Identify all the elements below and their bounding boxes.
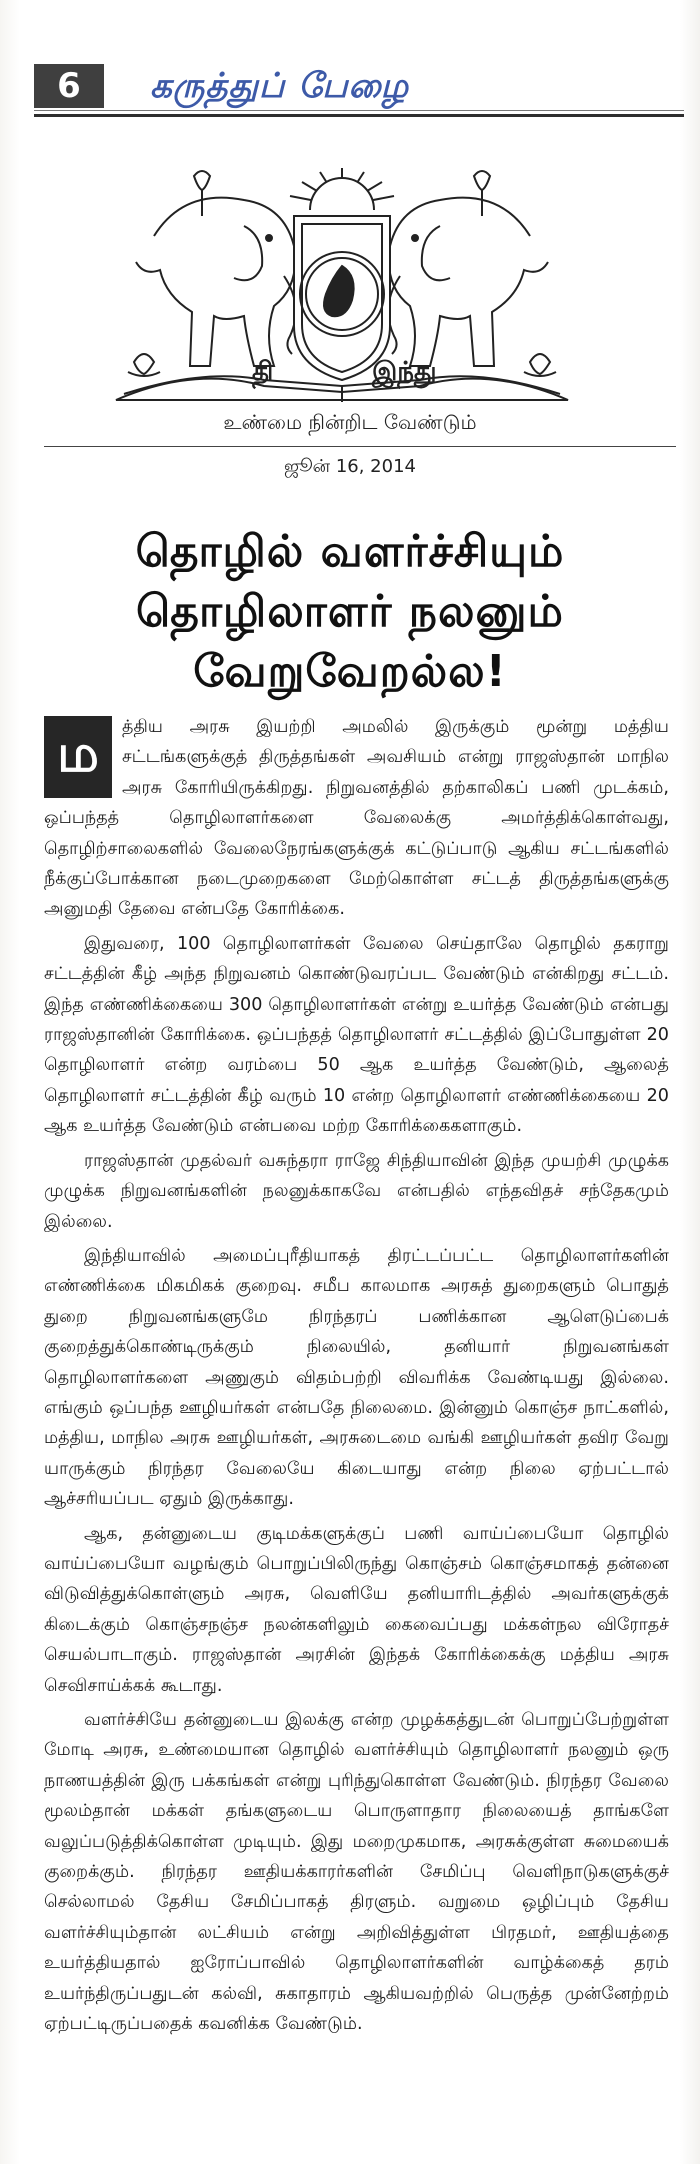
paragraph-2: இதுவரை, 100 தொழிலாளர்கள் வேலை செய்தாலே தொழில் தகராறு சட்டத்தின் கீழ் அந்த நிறுவனம் கொண்டுவரப்பட வேண்டும் என்கிறது சட்டம். இந்த எண்ணிக்கையை 300 தொழிலாளர்கள் என்று உயர்த்த வேண்டும் என்பது ராஜஸ்தானின் கோரிக்கை. ஒப்பந்தத் தொழிலாளர் சட்டத்தில் இப்போதுள்ள 20 தொழிலாளர் என்ற வரம்பை 50 ஆக உயர்த்த வேண்டும், ஆலைத் தொழிலாளர் சட்டத்தின் கீழ் வரும் 10 என்ற தொழிலாளர் எண்ணிக்கையை 20 ஆக உயர்த்த வேண்டும் என்பவை மற்ற கோரிக்கைகளாகும். [44,933,669,1137]
page-number: 6 [34,64,104,108]
motto-rule [44,446,676,447]
paragraph-6: வளர்ச்சியே தன்னுடைய இலக்கு என்ற முழக்கத்துடன் பொறுப்பேற்றுள்ள மோடி அரசு, உண்மையான தொழில் வளர்ச்சியும் தொழிலாளர் நலனும் ஒரு நாணயத்தின் இரு பக்கங்கள் என்று புரிந்துகொள்ள வேண்டும். நிரந்தர வேலை மூலம்தான் மக்கள் தங்களுடைய பொருளாதார நிலையைத் தாங்களே வலுப்படுத்திக்கொள்ள முடியும். இது மறைமுகமாக, அரசுக்குள்ள சுமையைக் குறைக்கும். நிரந்தர ஊதியக்காரர்களின் சேமிப்பு வெளிநாடுகளுக்குச் செல்லாமல் தேசிய சேமிப்பாகத் திரளும். வறுமை ஒழிப்பும் தேசிய வளர்ச்சியும்தான் லட்சியம் என்று அறிவித்துள்ள பிரதமர், ஊதியத்தை உயர்த்தியதால் ஐரோப்பாவில் தொழிலாளர்களின் வாழ்க்கைத் தரம் உயர்ந்திருப்பதுடன் கல்வி, சுகாதாரம் ஆகியவற்றில் பெருத்த முன்னேற்றம் ஏற்பட்டிருப்பதைக் கவனிக்க வேண்டும். [44,1710,669,2035]
paragraph-4: இந்தியாவில் அமைப்புரீதியாகத் திரட்டப்பட்ட தொழிலாளர்களின் எண்ணிக்கை மிகமிகக் குறைவு. சமீப காலமாக அரசுத் துறைகளும் பொதுத் துறை நிறுவனங்களுமே நிரந்தரப் பணிக்கான ஆளெடுப்பைக் குறைத்துக்கொண்டிருக்கும் நிலையில், தனியார் நிறுவனங்கள் தொழிலாளர்களை அணுகும் விதம்பற்றி விவரிக்க வேண்டியது இல்லை. எங்கும் ஒப்பந்த ஊழியர்கள் என்பதே நிலைமை. இன்னும் கொஞ்ச நாட்களில், மத்திய, மாநில அரசு ஊழியர்கள், அரசுடைமை வங்கி ஊழியர்கள் தவிர வேறு யாருக்கும் நிரந்தர வேலையே கிடையாது என்ற நிலை ஏற்பட்டால் ஆச்சரியப்பட ஏதும் இருக்காது. [44,1245,669,1510]
paragraph-1 [44,712,669,925]
drop-cap: ம [44,716,112,798]
headline-line-1: தொழில் வளர்ச்சியும் [135,526,565,577]
headline-line-2: தொழிலாளர் நலனும் [136,586,564,637]
article-headline [40,522,660,702]
paragraph-1-text: த்திய அரசு இயற்றி அமலில் இருக்கும் மூன்று மத்திய சட்டங்களுக்குத் திருத்தங்கள் அவசியம் என்று ராஜஸ்தான் மாநில அரசு கோரியிருக்கிறது. நிறுவனத்தில் தற்காலிகப் பணி முடக்கம், ஒப்பந்தத் தொழிலாளர்களை வேலைக்கு அமர்த்திக்கொள்வது, தொழிற்சாலைகளில் வேலைநேரங்களுக்குக் கட்டுப்பாடு ஆகிய சட்டங்களில் நீக்குப்போக்கான நடைமுறைகளை மேற்கொள்ள சட்டத் திருத்தங்களுக்கு அனுமதி தேவை என்பதே கோரிக்கை. [44,717,669,920]
masthead-name-left: தி [252,357,274,387]
right-elephant-icon [388,198,548,366]
section-title: கருத்துப் பேழை [150,66,409,106]
header-rule [34,114,684,117]
page-header [34,64,684,118]
header-rule-thin [34,110,684,111]
paragraph-3: ராஜஸ்தான் முதல்வர் வசுந்தரா ராஜே சிந்தியாவின் இந்த முயற்சி முழுக்க முழுக்க நிறுவனங்களின் நலனுக்காகவே என்பதில் எந்தவிதச் சந்தேகமும் இல்லை. [44,1150,669,1232]
publication-date: ஜூன் 16, 2014 [284,456,416,477]
article-body [44,712,669,2043]
left-elephant-icon [136,198,296,366]
paragraph-5: ஆக, தன்னுடைய குடிமக்களுக்குப் பணி வாய்ப்பையோ தொழில் வாய்ப்பையோ வழங்கும் பொறுப்பிலிருந்து கொஞ்சம் கொஞ்சமாகத் தன்னை விடுவித்துக்கொள்ளும் அரசு, வெளியே தனியாரிடத்தில் அவர்களுக்குக் கிடைக்கும் கொஞ்சநஞ்ச நலன்களிலும் கைவைப்பது மக்கள்நல விரோதச் செயல்பாடாகும். ராஜஸ்தான் அரசின் இந்தக் கோரிக்கைக்கு மத்திய அரசு செவிசாய்க்கக் கூடாது. [44,1523,669,1696]
masthead-name-right: இந்து [372,357,437,387]
shield-icon [294,216,390,380]
masthead-motto: உண்மை நின்றிட வேண்டும் [223,410,477,434]
masthead-emblem [114,166,570,406]
headline-line-3: வேறுவேறல்ல! [193,646,507,697]
